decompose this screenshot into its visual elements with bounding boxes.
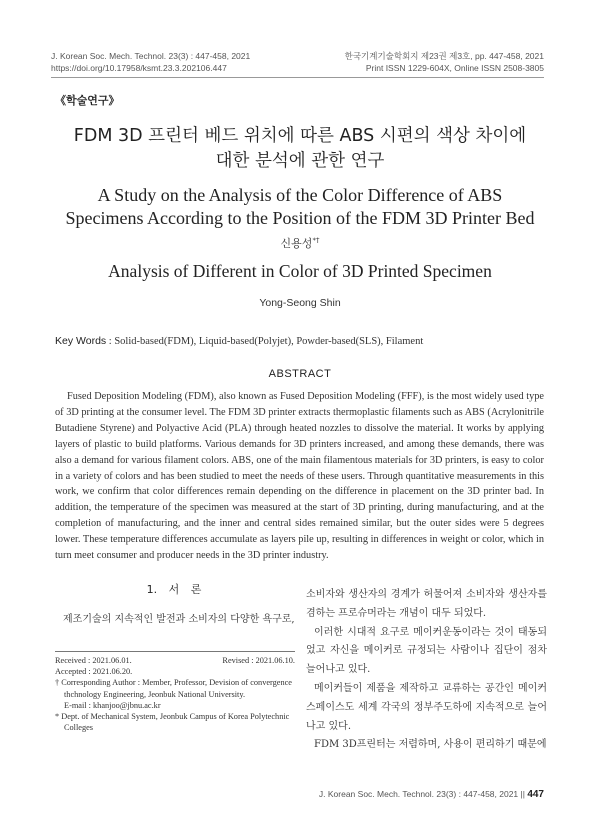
author-en: Yong-Seong Shin (259, 297, 341, 309)
subtitle-en: Analysis of Different in Color of 3D Printed Specimen (108, 261, 492, 281)
page-footer (319, 789, 544, 800)
title-en-line1: A Study on the Analysis of the Color Difference of ABS (97, 185, 503, 205)
title-ko-line1: FDM 3D 프린터 베드 위치에 따른 ABS 시편의 색상 차이에 (73, 126, 527, 146)
doi-link[interactable]: https://doi.org/10.17958/ksmt.23.3.202106.447 (51, 63, 227, 73)
keywords-value: : Solid-based(FDM), Liquid-based(Polyjet), Powder-based(SLS), Filament (108, 336, 424, 347)
title-en-line2: Specimens According to the Position of the FDM 3D Printer Bed (65, 208, 535, 228)
keywords-label: Key Words (55, 335, 107, 347)
issn-info: Print ISSN 1229-604X, Online ISSN 2508-3805 (365, 63, 544, 73)
author-ko-name: 신용성 (280, 237, 313, 250)
footer-citation: J. Korean Soc. Mech. Technol. 23(3) : 447-458, 2021 || (318, 789, 525, 799)
right-paragraph-1: 소비자와 생산자의 경계가 허물어져 소비자와 생산자를 겸하는 프로슈머라는 개념이 대두 되었다. (306, 589, 547, 619)
footnotes (55, 655, 295, 733)
abstract-heading: ABSTRACT (268, 368, 332, 380)
footnote-dates (55, 655, 295, 666)
abstract-text: Fused Deposition Modeling (FDM), also known as Fused Deposition Modeling (FFF), is the most widely used type of 3D printing at the consumer level. The FDM 3D printer extracts thermoplastic filaments such as ABS (Acrylonitrile Butadiene Styrene) and Polyactive Acid (PLA) through heated nozzles to dissolve the material. It works by applying layers of plastic to build platforms. Various demands for 3D printers increased, and among these demands, there was also a demand for various filament colors. ABS, one of the main filamentous materials for 3D printers, is easy to color in a variety of colors and has been studied to meet the needs of these users. Through quantitative measurements in this work, we confirm that color differences remain depending on the difference in placement on the 3D printer bad. In addition, the temperature of the specimen was measured at the start of 3D printing, during manufacturing, and at the completion of manufacturing, and the inner and central sides remained similar, but the outer sides were 5 degrees lower. These temperature differences accumulate as layers pile up, resulting in differences in weight or color, which in turn meet consumer and producer needs in the 3D printer industry. (55, 391, 544, 562)
author-mark: *† (312, 236, 320, 245)
corresponding-author: † Corresponding Author : Member, Professor, Devision of convergence thchnology Engineering, Jeonbuk National University. (55, 678, 292, 699)
journal-header-right (345, 50, 544, 74)
keywords (55, 335, 423, 347)
section-heading: 1. 서 론 (146, 583, 202, 596)
page-number: 447 (527, 789, 544, 800)
received-date: Received : 2021.06.01. (55, 656, 132, 665)
author-ko (0, 235, 600, 251)
article-category: 《학술연구》 (55, 94, 120, 107)
accepted-date: Accepted : 2021.06.20. (55, 667, 133, 677)
journal-citation: J. Korean Soc. Mech. Technol. 23(3) : 447-458, 2021 (51, 51, 251, 61)
intro-paragraph: 제조기술의 지속적인 발전과 소비자의 다양한 욕구로, (63, 614, 295, 625)
right-paragraph-4: FDM 3D프린터는 저렴하며, 사용이 편리하기 때문에 (314, 739, 547, 751)
right-paragraph-2: 이러한 시대적 요구로 메이커운동이라는 것이 태동되었고 자신을 메이커로 규정되는 사람이나 집단이 점차 늘어나고 있다. (306, 626, 547, 676)
right-column (306, 586, 547, 755)
revised-date: Revised : 2021.06.10. (222, 656, 295, 665)
header-divider (51, 77, 544, 78)
title-ko-line2: 대한 분석에 관한 연구 (215, 151, 385, 171)
right-paragraph-3: 메이커들이 제품을 제작하고 교류하는 공간인 메이커 스페이스도 세계 각국의 정부주도하에 지속적으로 늘어나고 있다. (306, 682, 547, 732)
author-email[interactable]: E-mail : khanjoo@jbnu.ac.kr (64, 700, 161, 710)
footnote-divider (55, 651, 295, 652)
author-affiliation: * Dept. of Mechanical System, Jeonbuk Campus of Korea Polytechnic Colleges (55, 712, 290, 733)
journal-header-left (51, 50, 250, 74)
journal-citation-ko: 한국기계기술학회지 제23권 제3호, pp. 447-458, 2021 (344, 51, 544, 61)
